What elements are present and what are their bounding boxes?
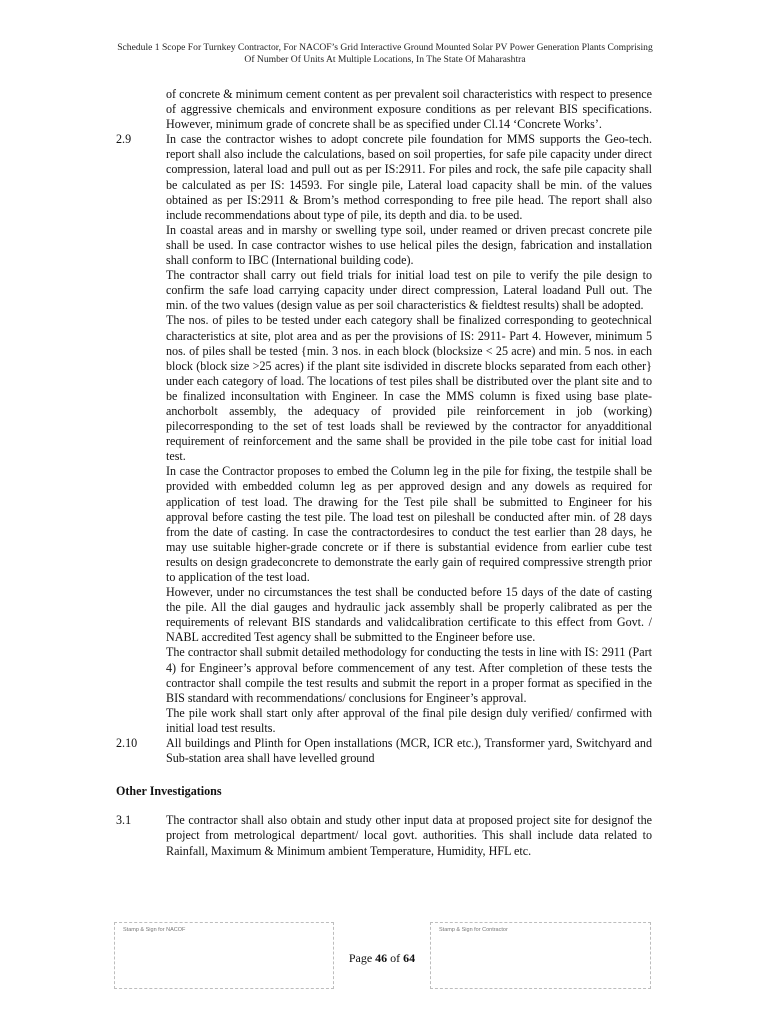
clause-2-9-para-7: The contractor shall submit detailed methodology for conducting the tests in line with IS: 2911 (Part 4) for Engineer’s approval before commencement of any test. After completion of these tests the contractor shall compile the test results and submit the report in a proper format as specified in the BIS standard with recommendations/ conclusions for Engineer’s approval. — [166, 645, 652, 705]
clause-number: 2.10 — [116, 736, 138, 751]
clause-number: 2.9 — [116, 132, 132, 147]
clause-2-9-para-8: The pile work shall start only after approval of the final pile design duly verified/ confirmed with initial load test results. — [166, 705, 652, 735]
header-line-1: Schedule 1 Scope For Turnkey Contractor, For NACOF’s Grid Interactive Ground Mounted Solar PV Power Generation Plants Comprising — [117, 42, 653, 53]
clause-2-9-para-5: In case the Contractor proposes to embed the Column leg in the pile for fixing, the testpile shall be provided with embedded column leg as per approved design and any dowels as required for application of test load. The drawing for the Test pile shall be submitted to Engineer for his approval before casting the test pile. The load test on pileshall be conducted after min. of 28 days from the date of casting. In case the contractordesires to conduct the test earlier than 28 days, he may use suitable higher-grade concrete or if there is substantial evidence from earlier cube test results on design gradeconcrete to demonstrate the early gain of required compressive strength prior to application of the test load. — [166, 464, 652, 584]
clause-3-1 — [116, 813, 652, 858]
header-line-2: Of Number Of Units At Multiple Locations, In The State Of Maharashtra — [244, 53, 526, 65]
page-total: 64 — [403, 951, 416, 965]
section-heading: Other Investigations — [116, 784, 222, 799]
clause-2-9-para-4: The nos. of piles to be tested under each category shall be finalized corresponding to geotechnical characteristics at site, plot area and as per the provisions of IS: 2911- Part 4. However, minimum 5 nos. of piles shall be tested {min. 3 nos. in each block (blocksize < 25 acre) and min. 5 nos. in each block (block size >25 acres) if the plant site isdivided in discrete blocks separated from each other} under each category of load. The locations of test piles shall be distributed over the plant site and to be finalized inconsultation with Engineer. In case the MMS column is fixed using base plate-anchorbolt assembly, the adequacy of provided pile reinforcement in job (working) pilecorresponding to the set of test loads shall be reviewed by the contractor for anyadditional requirement of reinforcement and the same shall be provided in the pile tobe cast for initial load test. — [166, 313, 652, 464]
page-of: of — [390, 951, 401, 965]
clause-2-9-para-1: In case the contractor wishes to adopt concrete pile foundation for MMS supports the Geo-tech. report shall also include the calculations, based on soil properties, for safe pile capacity under direct compression, lateral load and pull out as per IS:2911. For piles and rock, the safe pile capacity shall be calculated as per IS: 14593. For single pile, Lateral load capacity shall be min. of the values obtained as per IS:2911 & Brom’s method corresponding to free pile head. The report shall also include recommendations about type of pile, its depth and dia. to be used. — [166, 132, 652, 222]
page-prefix: Page — [348, 951, 373, 965]
stamp-box-nacof — [114, 922, 334, 989]
clause-2-9 — [116, 132, 652, 736]
clause-2-9-para-3: The contractor shall carry out field trials for initial load test on pile to verify the pile design to confirm the safe load carrying capacity under direct compression, Lateral loadand Pull out. The min. of the two values (design value as per soil characteristics & fieldtest results) shall be adopted. — [166, 268, 652, 313]
stamp-label: Stamp & Sign for Contractor — [439, 927, 508, 933]
clause-3-1-text: The contractor shall also obtain and study other input data at proposed project site for designof the project from metrological department/ local govt. authorities. This shall include data related to Rainfall, Maximum & Minimum ambient Temperature, Humidity, HFL etc. — [166, 813, 652, 858]
clause-2-10 — [116, 736, 652, 766]
clause-2-9-para-6: However, under no circumstances the test shall be conducted before 15 days of the date of casting the pile. All the dial gauges and hydraulic jack assembly shall be properly calibrated as per the requirements of relevant BIS standards and validcalibration certificate to this effect from Govt. / NABL accredited Test agency shall be submitted to the Engineer before use. — [166, 585, 652, 645]
stamp-label: Stamp & Sign for NACOF — [123, 927, 186, 933]
page-number — [334, 951, 430, 966]
continued-paragraph: of concrete & minimum cement content as per prevalent soil characteristics with respect to presence of aggressive chemicals and environment exposure conditions as per relevant BIS specifications. However, minimum grade of concrete shall be as specified under Cl.14 ‘Concrete Works’. — [166, 87, 652, 132]
document-header — [60, 42, 710, 65]
clause-number: 3.1 — [116, 813, 132, 828]
stamp-box-contractor — [430, 922, 651, 989]
clause-2-9-para-2: In coastal areas and in marshy or swelling type soil, under reamed or driven precast concrete pile shall be used. In case contractor wishes to use helical piles the design, fabrication and installation shall conform to IBC (International building code). — [166, 222, 652, 268]
page-current: 46 — [375, 951, 388, 965]
clause-2-10-text: All buildings and Plinth for Open installations (MCR, ICR etc.), Transformer yard, Switchyard and Sub-station area shall have levelled ground — [166, 736, 652, 766]
document-body — [116, 87, 652, 859]
